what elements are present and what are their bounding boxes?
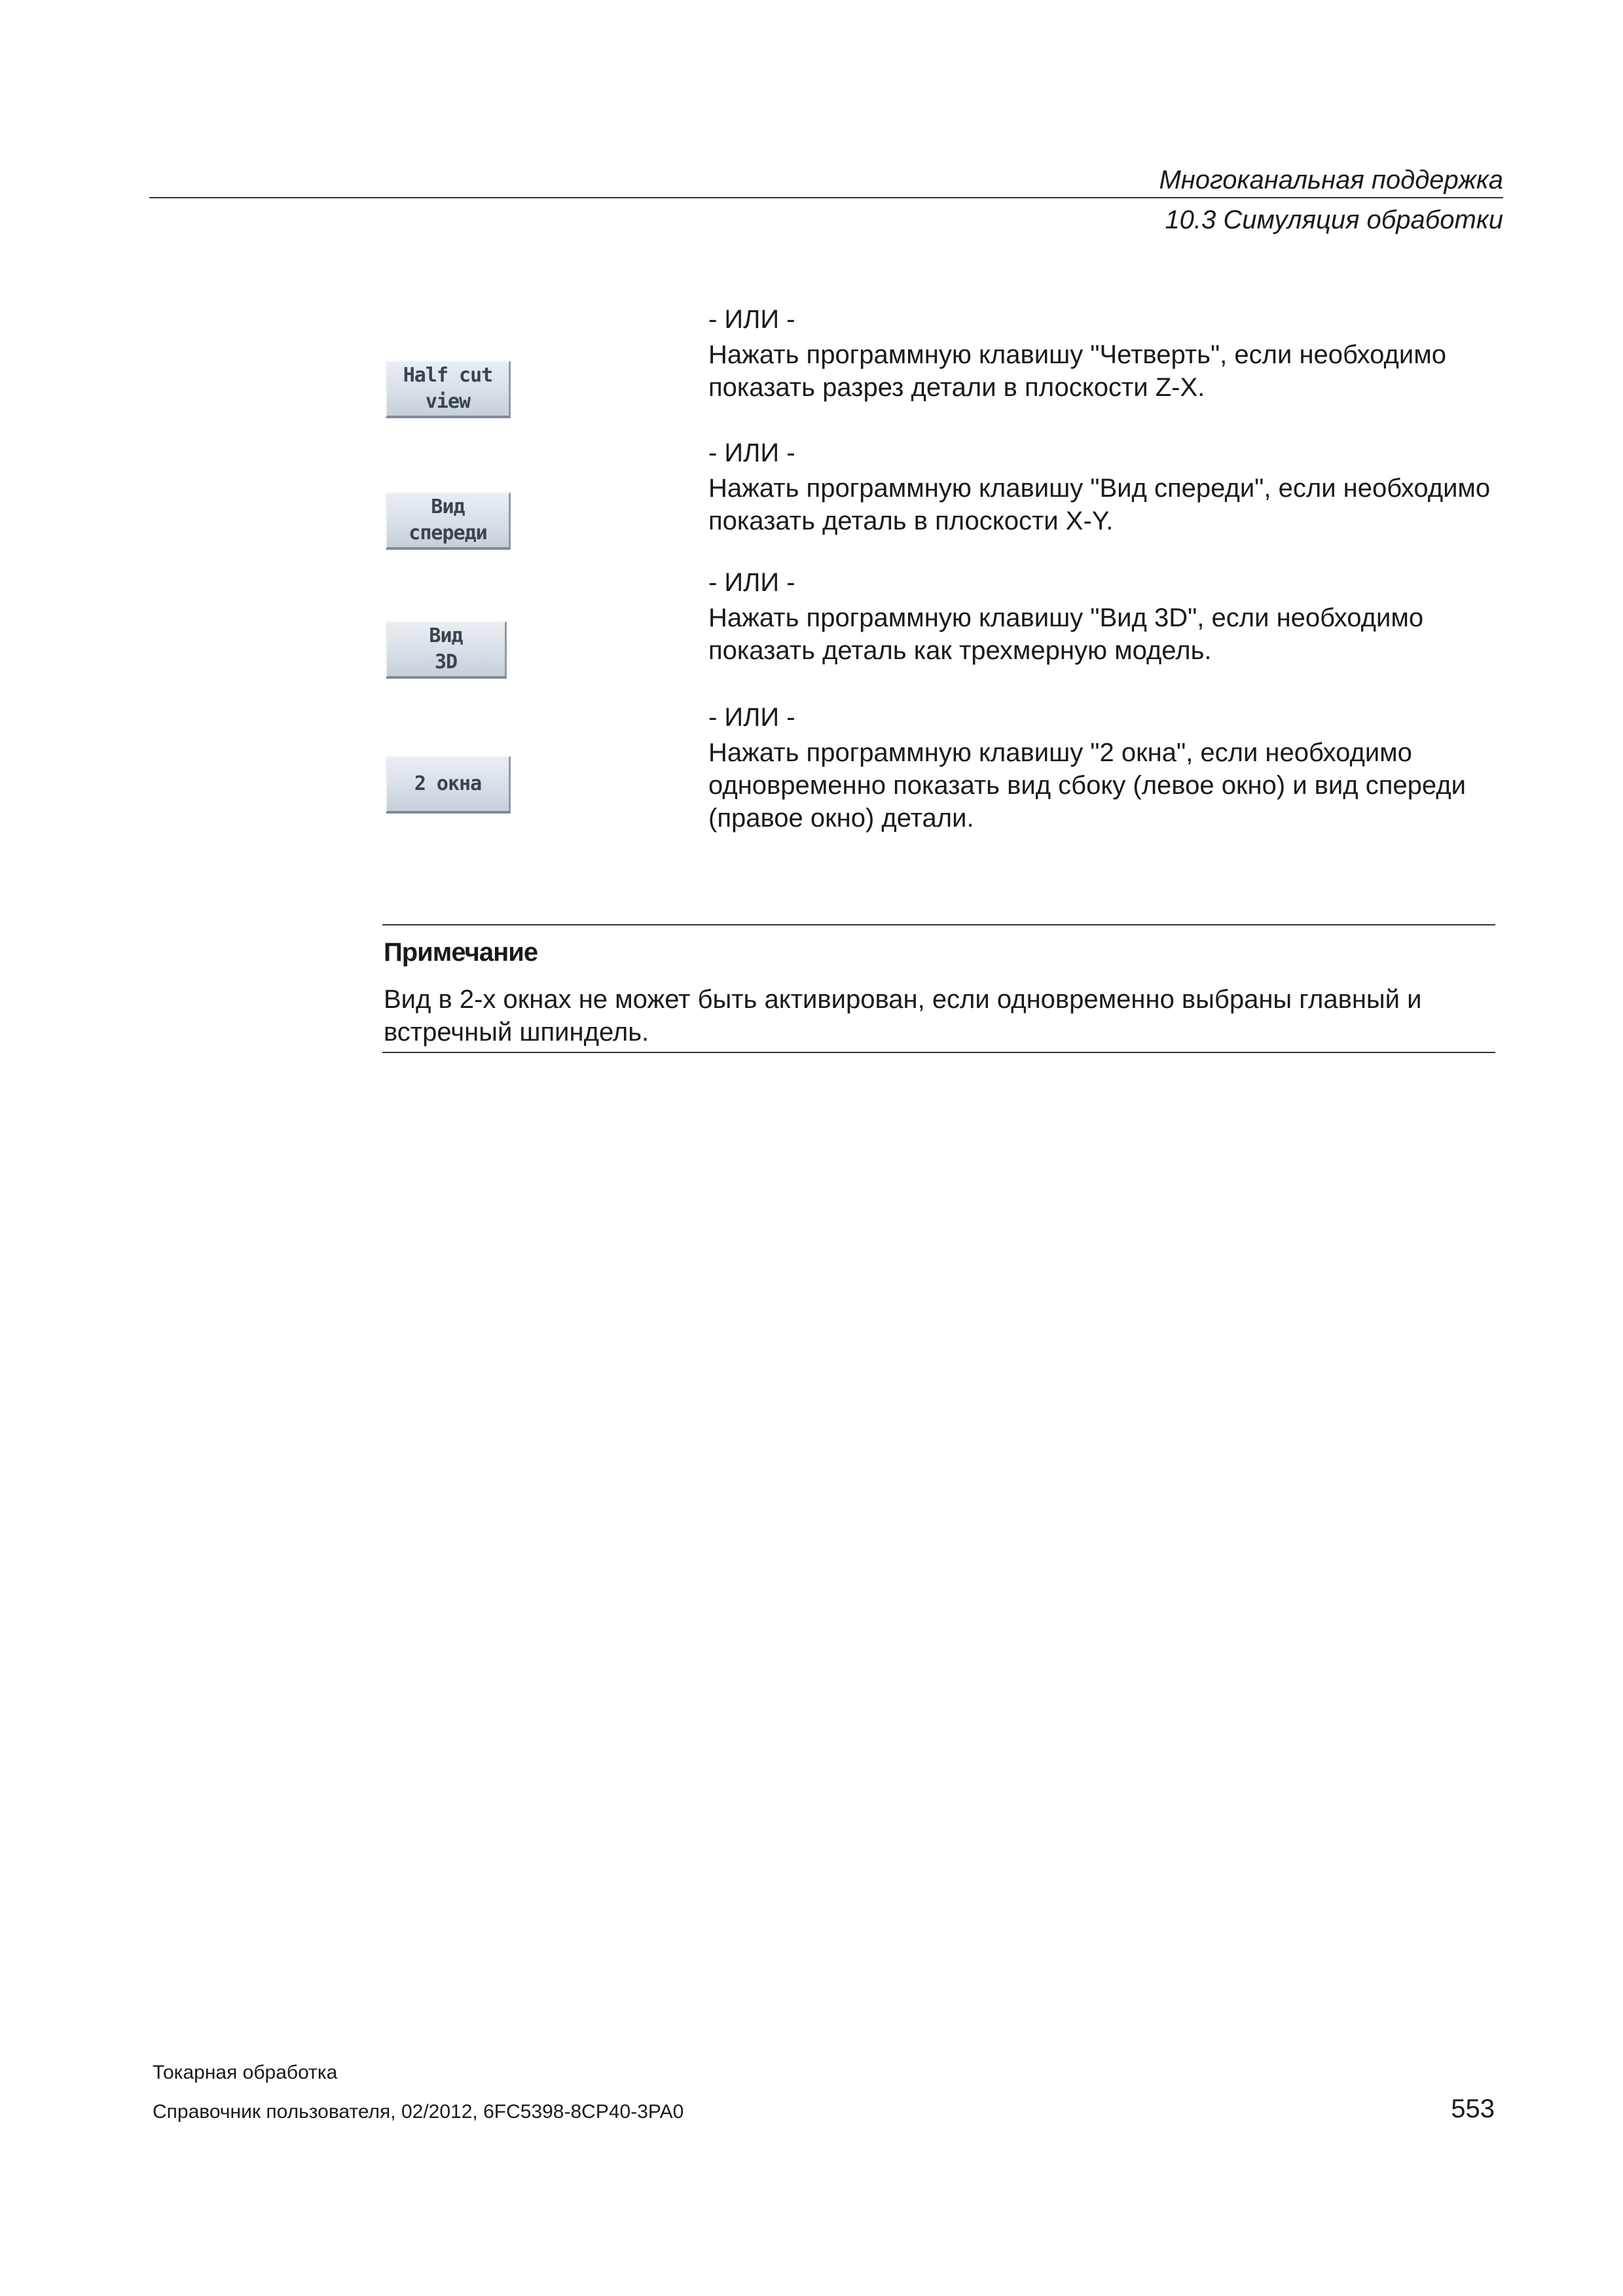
step-description: Нажать программную клавишу "Вид спереди", если необходимо показать деталь в плоскости X-Y. xyxy=(708,474,1491,535)
note-text: Вид в 2-х окнах не может быть активирован, если одновременно выбраны главный и встречный шпиндель. xyxy=(384,985,1422,1047)
step-description: Нажать программную клавишу "Четверть", если необходимо показать разрез детали в плоскости Z-X. xyxy=(708,340,1446,402)
or-label: - ИЛИ - xyxy=(708,568,795,597)
softkey-half-cut-view[interactable]: Half cut view xyxy=(386,361,511,418)
footer-manual-info: Справочник пользователя, 02/2012, 6FC5398-8CP40-3PA0 xyxy=(153,2101,684,2123)
step-block-front-view xyxy=(708,438,1514,537)
step-description: Нажать программную клавишу "2 окна", если необходимо одновременно показать вид сбоку (левое окно) и вид спереди (правое окно) детали. xyxy=(708,738,1466,833)
note-top-rule xyxy=(382,924,1495,925)
softkey-3d-view[interactable]: Вид 3D xyxy=(386,621,507,679)
softkey-front-view[interactable]: Вид спереди xyxy=(386,492,511,550)
or-label: - ИЛИ - xyxy=(708,305,795,334)
header-chapter-title: Многоканальная поддержка xyxy=(1159,166,1503,194)
page-number: 553 xyxy=(1451,2094,1495,2123)
step-block-3d-view xyxy=(708,567,1514,667)
step-block-two-windows xyxy=(708,702,1514,834)
header-section-title: 10.3 Симуляция обработки xyxy=(1165,206,1503,234)
or-label: - ИЛИ - xyxy=(708,703,795,732)
note-title: Примечание xyxy=(384,938,538,967)
softkey-two-windows[interactable]: 2 окна xyxy=(386,756,511,814)
or-label: - ИЛИ - xyxy=(708,439,795,467)
step-description: Нажать программную клавишу "Вид 3D", если необходимо показать деталь как трехмерную модель. xyxy=(708,603,1424,665)
note-bottom-rule xyxy=(382,1052,1495,1053)
step-block-quarter xyxy=(708,304,1514,404)
footer-product: Токарная обработка xyxy=(153,2062,338,2083)
header-rule xyxy=(149,197,1503,198)
